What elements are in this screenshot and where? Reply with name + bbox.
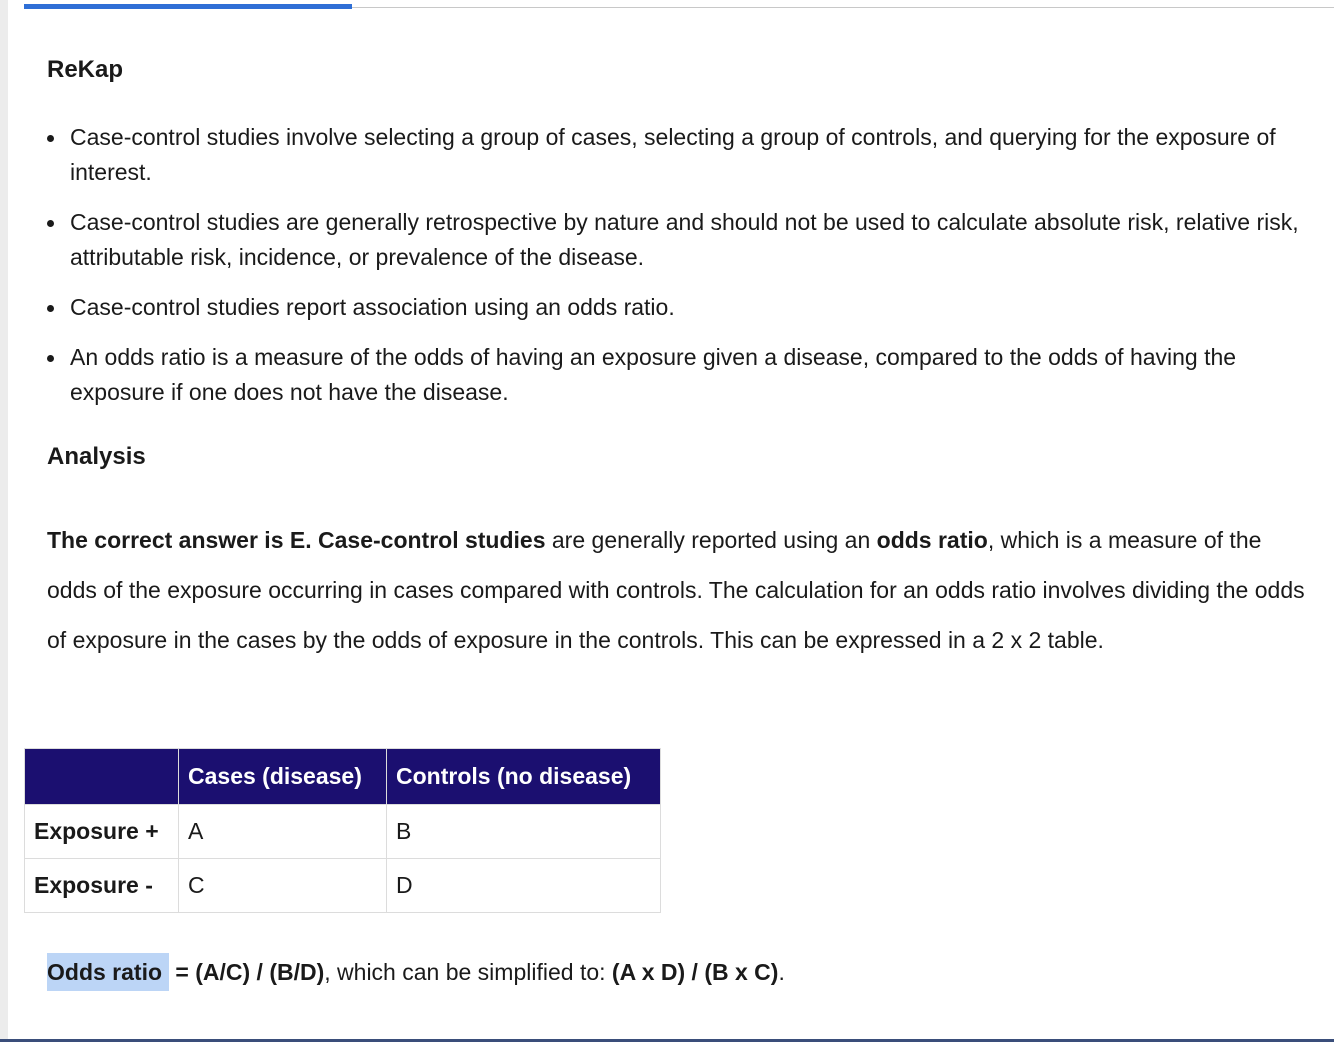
formula-end: . [778,959,785,985]
odds-ratio-formula [47,948,785,996]
table-cell: C [179,859,387,913]
row-label: Exposure - [25,859,179,913]
answer-term: odds ratio [876,527,988,553]
rekap-bullet: Case-control studies are generally retrospective by nature and should not be used to calculate absolute risk, relative risk, attributable risk, incidence, or prevalence of the disease. [47,205,1334,275]
analysis-heading: Analysis [47,443,146,470]
progress-fill [24,4,352,9]
table-cell: B [387,805,661,859]
rekap-list [47,120,1334,425]
table-cell: A [179,805,387,859]
table-row [25,805,661,859]
formula-expression: = (A/C) / (B/D) [169,959,325,985]
two-by-two-table [24,748,661,913]
table-header-cell: Cases (disease) [179,749,387,805]
formula-simplified: (A x D) / (B x C) [611,959,779,985]
left-rail [0,0,8,1042]
row-label: Exposure + [25,805,179,859]
rekap-bullet: Case-control studies report association using an odds ratio. [47,290,1334,325]
answer-text-rest: , which is a measure of the odds of the exposure occurring in cases compared with controls. The calculation for an odds ratio involves dividing the odds of exposure in the cases by the odds of exposure in the controls. This can be expressed in a 2 x 2 table. [47,527,1305,653]
rekap-bullet: An odds ratio is a measure of the odds of having an exposure given a disease, compared to the odds of having the exposure if one does not have the disease. [47,340,1334,410]
answer-lead: The correct answer is E. Case-control studies [47,527,546,553]
table-header-row [25,749,661,805]
rekap-bullet: Case-control studies involve selecting a group of cases, selecting a group of controls, and querying for the exposure of interest. [47,120,1334,190]
rekap-heading: ReKap [47,56,124,83]
answer-text: are generally reported using an [545,527,877,553]
answer-paragraph [47,515,1312,665]
table-row [25,859,661,913]
table-cell: D [387,859,661,913]
highlighted-term[interactable]: Odds ratio [47,953,169,991]
formula-text: , which can be simplified to: [324,959,612,985]
table-header-cell: Controls (no disease) [387,749,661,805]
table-header-cell [25,749,179,805]
